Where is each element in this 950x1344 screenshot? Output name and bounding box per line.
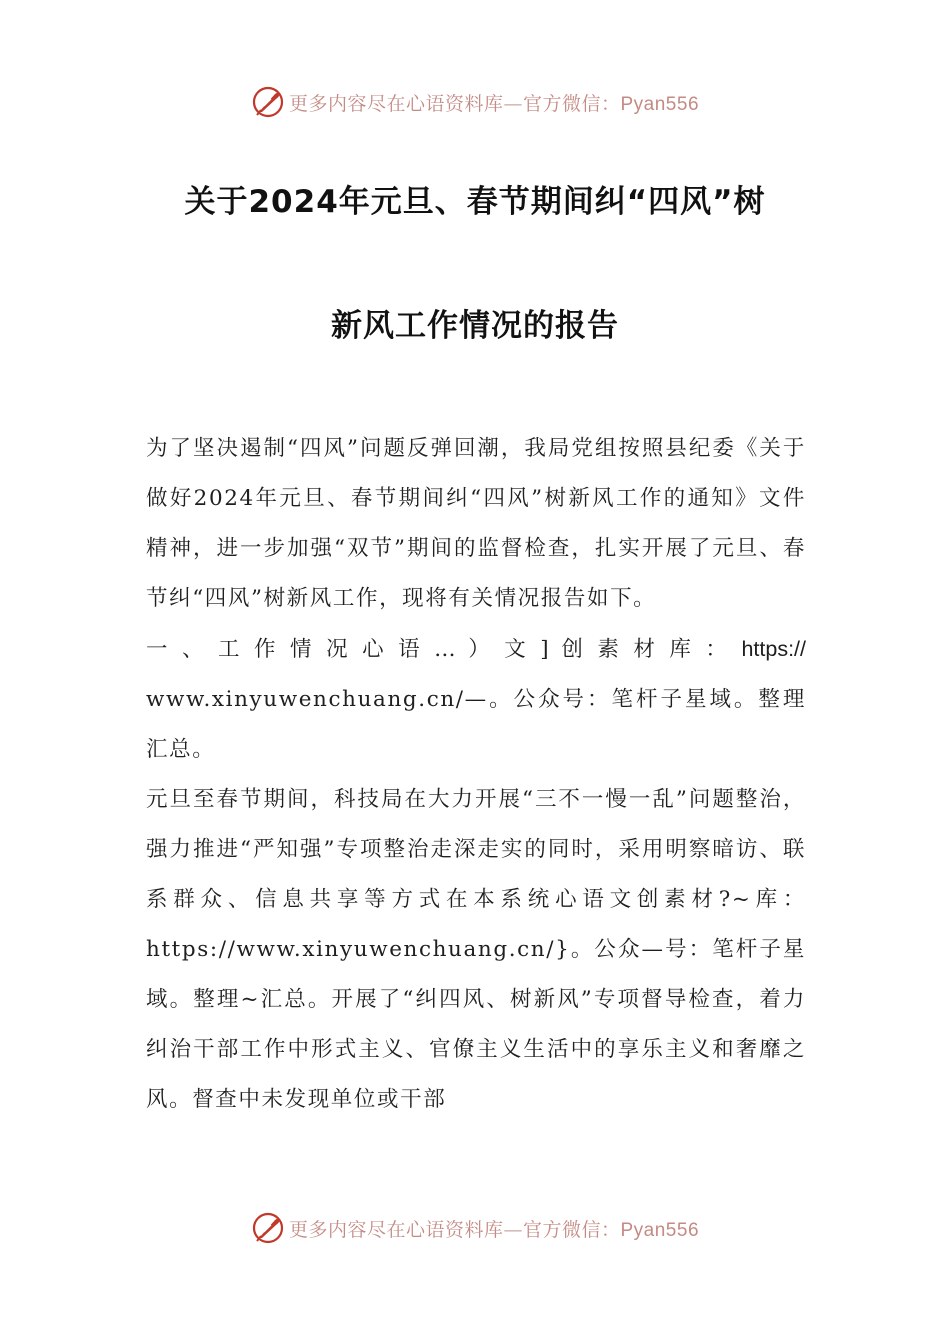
paragraph-section-heading bbox=[146, 624, 806, 675]
paragraph-intro: 为了坚决遏制“四风”问题反弹回潮，我局党组按照县纪委《关于做好2024年元旦、春节期间纠“四风”树新风工作的通知》文件精神，进一步加强“双节”期间的监督检查，扎实开展了元旦、春节纠“四风”树新风工作，现将有关情况报告如下。 bbox=[146, 436, 806, 611]
watermark-text bbox=[289, 89, 699, 116]
watermark-official-label: 官方微信： bbox=[522, 92, 621, 115]
watermark-official-label: 官方微信： bbox=[522, 1218, 621, 1241]
watermark-text bbox=[289, 1215, 699, 1242]
watermark-site-name: 更多内容尽在心语资料库 bbox=[288, 92, 504, 115]
watermark-wechat-id: Pyan556 bbox=[620, 93, 700, 115]
watermark-dash: — bbox=[503, 92, 523, 115]
watermark-site-name: 更多内容尽在心语资料库 bbox=[288, 1218, 504, 1241]
document-title-line-1: 关于2024年元旦、春节期间纠“四风”树 bbox=[184, 184, 766, 220]
section-heading-url: https:// bbox=[741, 637, 806, 661]
watermark-wechat-id: Pyan556 bbox=[620, 1219, 700, 1241]
document-body bbox=[146, 424, 806, 1125]
header-watermark bbox=[0, 80, 950, 124]
footer-watermark bbox=[0, 1206, 950, 1250]
document-title-line-2: 新风工作情况的报告 bbox=[331, 308, 619, 344]
quill-pen-logo-icon bbox=[251, 1211, 285, 1245]
watermark-dash: — bbox=[503, 1218, 523, 1241]
paragraph-section-heading-cont: www.xinyuwenchuang.cn/—。公众号：笔杆子星域。整理汇总。 bbox=[146, 687, 806, 762]
section-heading-text: 一 、 工 作 情 况 心 语 … ） 文 ] 创 素 材 库 ： bbox=[146, 637, 731, 662]
paragraph-work-details: 元旦至春节期间，科技局在大力开展“三不一慢一乱”问题整治，强力推进“严知强”专项整治走深走实的同时，采用明察暗访、联系群众、信息共享等方式在本系统心语文创素材?~库：https://www.xinyuwenchuang.cn/}。公众—号：笔杆子星域。整理~汇总。开展了“纠四风、树新风”专项督导检查，着力纠治干部工作中形式主义、官僚主义生活中的享乐主义和奢靡之风。督查中未发现单位或干部 bbox=[146, 787, 806, 1112]
quill-pen-logo-icon bbox=[251, 85, 285, 119]
